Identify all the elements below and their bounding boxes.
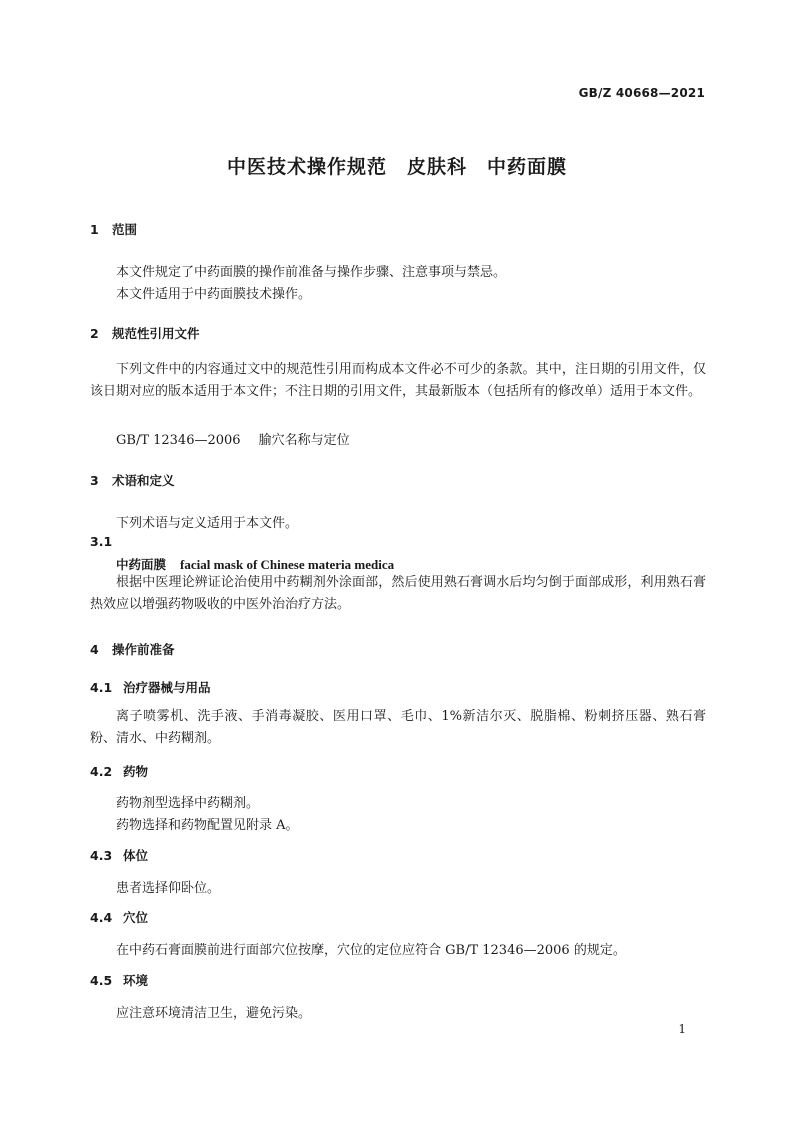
document-title: 中医技术操作规范 皮肤科 中药面膜 (226, 156, 567, 178)
subsection-4-4-heading (90, 908, 148, 926)
subsection-title: 环境 (123, 973, 149, 988)
paragraph: 离子喷雾机、洗手液、手消毒凝胶、医用口罩、毛巾、1%新洁尔灭、脱脂棉、粉刺挤压器、熟石膏粉、清水、中药糊剂。 (90, 709, 706, 746)
paragraph: 应注意环境清洁卫生，避免污染。 (116, 1006, 312, 1021)
section-title: 范围 (112, 222, 138, 237)
subsection-number: 4.4 (90, 910, 113, 925)
reference-title: 腧穴名称与定位 (258, 433, 350, 448)
term-entry (116, 555, 394, 573)
paragraph: 患者选择仰卧位。 (116, 881, 221, 896)
subsection-title: 药物 (123, 764, 149, 779)
subsection-title: 治疗器械与用品 (123, 680, 211, 695)
section-title: 操作前准备 (112, 642, 175, 657)
reference-code: GB/T 12346—2006 (116, 433, 241, 448)
section-title: 规范性引用文件 (112, 326, 200, 341)
subsection-title: 穴位 (123, 910, 149, 925)
section-number: 2 (90, 326, 99, 341)
section-number: 4 (90, 642, 99, 657)
term-number: 3.1 (90, 534, 113, 549)
subsection-number: 4.2 (90, 764, 113, 779)
normative-reference (116, 429, 350, 448)
section-2-heading (90, 324, 200, 342)
section-3-heading (90, 471, 175, 489)
standard-code: GB/Z 40668—2021 (578, 86, 705, 100)
paragraph: 药物选择和药物配置见附录 A。 (116, 818, 299, 833)
subsection-number: 4.5 (90, 973, 113, 988)
subsection-4-3-heading (90, 846, 148, 864)
paragraph: 药物剂型选择中药糊剂。 (116, 796, 260, 811)
subsection-number: 4.3 (90, 848, 113, 863)
paragraph: 在中药石膏面膜前进行面部穴位按摩，穴位的定位应符合 GB/T 12346—2006 的规定。 (116, 943, 626, 958)
subsection-4-5-heading (90, 971, 148, 989)
page-number: 1 (678, 1022, 686, 1036)
paragraph: 本文件适用于中药面膜技术操作。 (116, 287, 312, 302)
term-chinese: 中药面膜 (116, 557, 167, 572)
paragraph: 下列术语与定义适用于本文件。 (116, 516, 299, 531)
section-number: 1 (90, 222, 99, 237)
section-1-heading (90, 220, 137, 238)
term-english: facial mask of Chinese materia medica (180, 557, 395, 572)
section-number: 3 (90, 473, 99, 488)
section-title: 术语和定义 (112, 473, 175, 488)
paragraph: 下列文件中的内容通过文中的规范性引用而构成本文件必不可少的条款。其中，注日期的引用文件，仅该日期对应的版本适用于本文件；不注日期的引用文件，其最新版本（包括所有的修改单）适用于本文件。 (90, 362, 706, 399)
subsection-title: 体位 (123, 848, 149, 863)
subsection-4-2-heading (90, 762, 148, 780)
subsection-4-1-heading (90, 678, 211, 696)
section-4-heading (90, 640, 175, 658)
subsection-number: 4.1 (90, 680, 113, 695)
term-definition: 根据中医理论辨证论治使用中药糊剂外涂面部，然后使用熟石膏调水后均匀倒于面部成形，利用熟石膏热效应以增强药物吸收的中医外治治疗方法。 (90, 575, 706, 612)
paragraph: 本文件规定了中药面膜的操作前准备与操作步骤、注意事项与禁忌。 (116, 265, 507, 280)
